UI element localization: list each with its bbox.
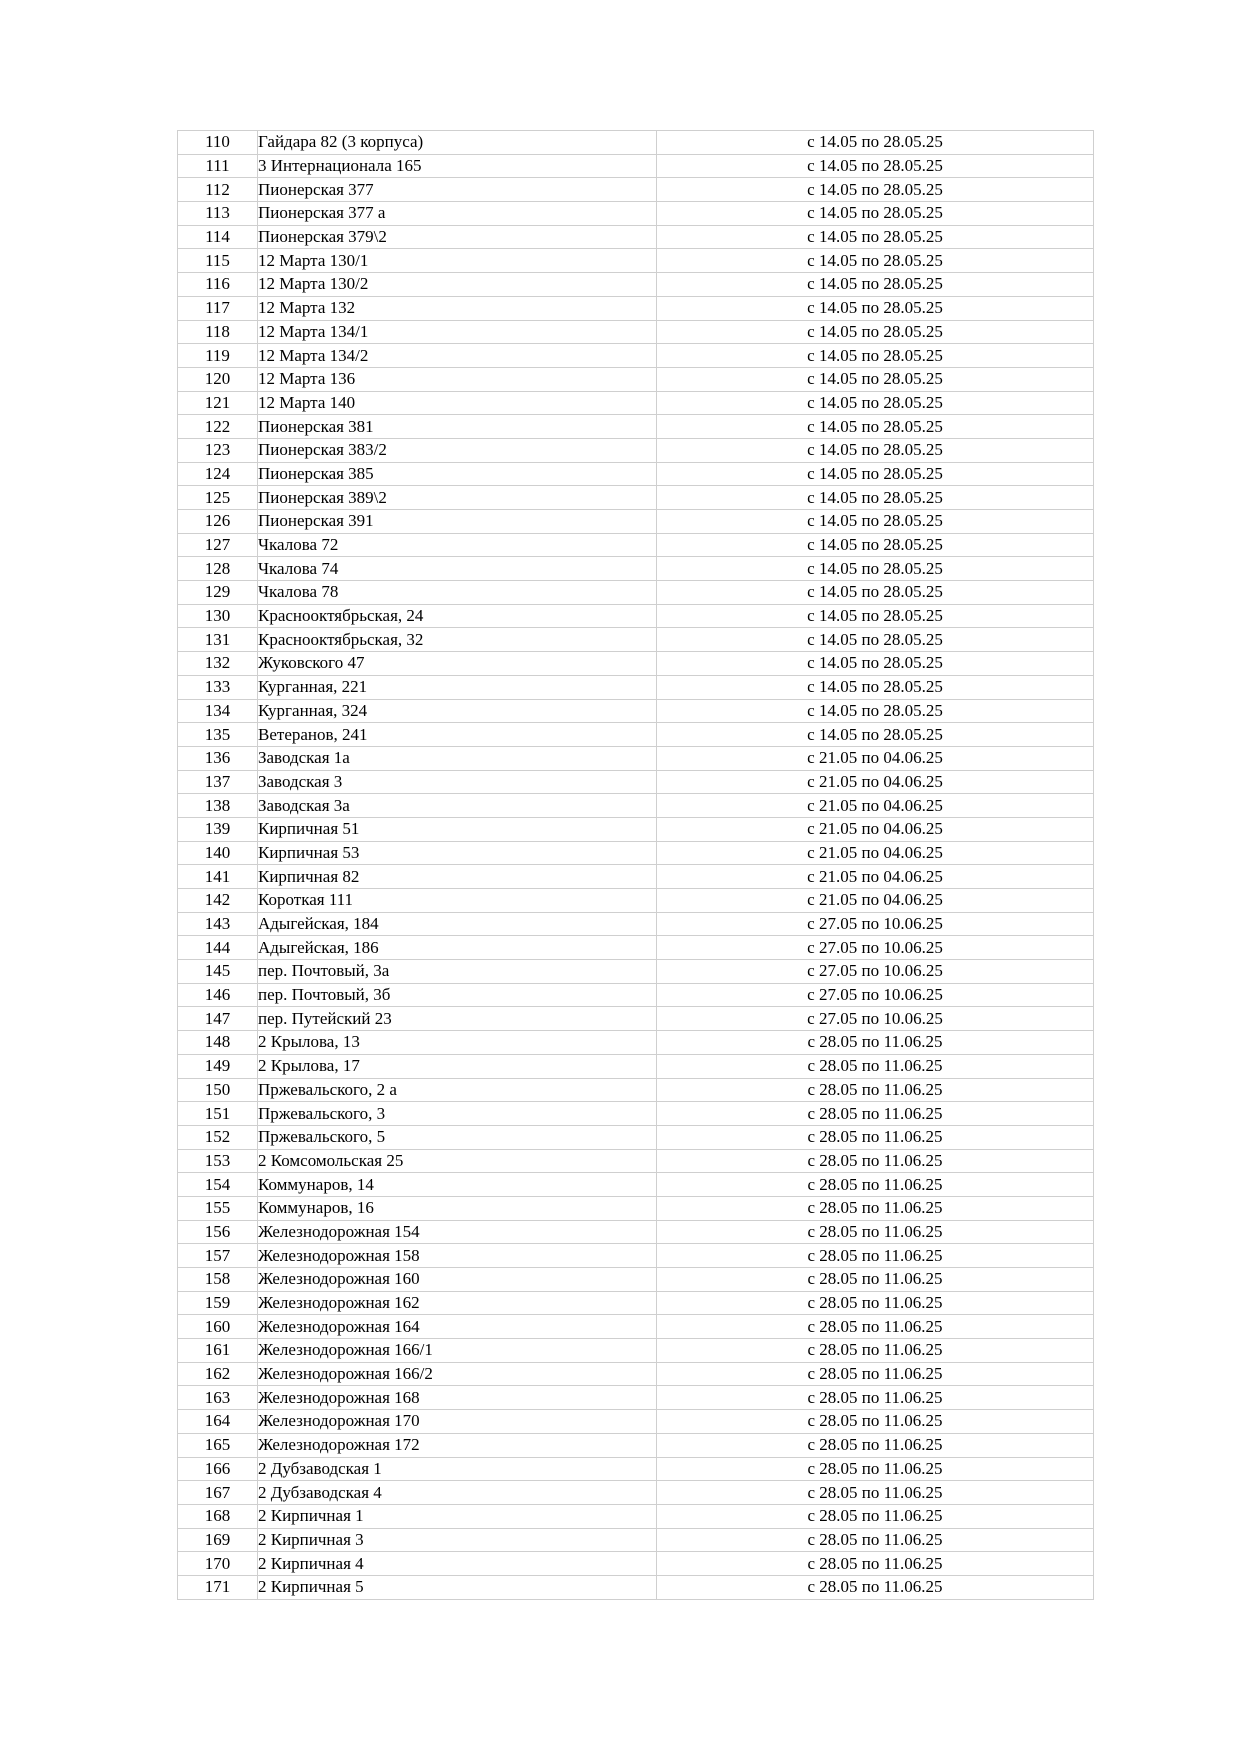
row-number-cell: 134 [178,699,258,723]
table-row [178,936,1094,960]
period-cell: с 28.05 по 11.06.25 [657,1031,1094,1055]
table-row [178,1552,1094,1576]
period-cell: с 14.05 по 28.05.25 [657,581,1094,605]
table-row [178,154,1094,178]
address-cell: Адыгейская, 186 [258,936,657,960]
address-cell: 2 Кирпичная 4 [258,1552,657,1576]
address-cell: Коммунаров, 16 [258,1196,657,1220]
address-cell: Железнодорожная 166/1 [258,1339,657,1363]
row-number-cell: 153 [178,1149,258,1173]
table-row [178,889,1094,913]
address-cell: пер. Почтовый, 3б [258,983,657,1007]
period-cell: с 28.05 по 11.06.25 [657,1504,1094,1528]
period-cell: с 28.05 по 11.06.25 [657,1196,1094,1220]
row-number-cell: 166 [178,1457,258,1481]
address-cell: 3 Интернационала 165 [258,154,657,178]
period-cell: с 28.05 по 11.06.25 [657,1125,1094,1149]
row-number-cell: 156 [178,1220,258,1244]
row-number-cell: 147 [178,1007,258,1031]
period-cell: с 14.05 по 28.05.25 [657,462,1094,486]
address-cell: Курганная, 324 [258,699,657,723]
period-cell: с 28.05 по 11.06.25 [657,1575,1094,1599]
row-number-cell: 123 [178,438,258,462]
period-cell: с 14.05 по 28.05.25 [657,367,1094,391]
address-cell: Кирпичная 82 [258,865,657,889]
row-number-cell: 122 [178,415,258,439]
period-cell: с 28.05 по 11.06.25 [657,1410,1094,1434]
address-cell: Железнодорожная 164 [258,1315,657,1339]
address-cell: Железнодорожная 168 [258,1386,657,1410]
period-cell: с 14.05 по 28.05.25 [657,154,1094,178]
table-row [178,1481,1094,1505]
row-number-cell: 170 [178,1552,258,1576]
table-row [178,225,1094,249]
row-number-cell: 157 [178,1244,258,1268]
table-row [178,1528,1094,1552]
row-number-cell: 112 [178,178,258,202]
address-cell: Железнодорожная 162 [258,1291,657,1315]
table-row [178,1433,1094,1457]
table-row [178,557,1094,581]
period-cell: с 28.05 по 11.06.25 [657,1291,1094,1315]
table-row [178,675,1094,699]
row-number-cell: 152 [178,1125,258,1149]
row-number-cell: 121 [178,391,258,415]
period-cell: с 14.05 по 28.05.25 [657,249,1094,273]
row-number-cell: 164 [178,1410,258,1434]
table-row [178,1078,1094,1102]
row-number-cell: 127 [178,533,258,557]
table-row [178,652,1094,676]
table-row [178,1054,1094,1078]
row-number-cell: 125 [178,486,258,510]
table-row [178,1291,1094,1315]
table-row [178,462,1094,486]
address-cell: Железнодорожная 158 [258,1244,657,1268]
period-cell: с 28.05 по 11.06.25 [657,1102,1094,1126]
address-cell: Чкалова 72 [258,533,657,557]
table-row [178,367,1094,391]
row-number-cell: 171 [178,1575,258,1599]
schedule-table [177,130,1094,1600]
address-cell: 2 Крылова, 17 [258,1054,657,1078]
table-row [178,1362,1094,1386]
row-number-cell: 114 [178,225,258,249]
period-cell: с 28.05 по 11.06.25 [657,1481,1094,1505]
address-cell: Железнодорожная 172 [258,1433,657,1457]
period-cell: с 14.05 по 28.05.25 [657,699,1094,723]
period-cell: с 28.05 по 11.06.25 [657,1552,1094,1576]
address-cell: 12 Марта 136 [258,367,657,391]
period-cell: с 21.05 по 04.06.25 [657,770,1094,794]
table-row [178,1031,1094,1055]
address-cell: Жуковского 47 [258,652,657,676]
address-cell: 2 Кирпичная 3 [258,1528,657,1552]
address-cell: Заводская 1а [258,746,657,770]
table-row [178,178,1094,202]
period-cell: с 14.05 по 28.05.25 [657,415,1094,439]
address-cell: Адыгейская, 184 [258,912,657,936]
address-cell: Ветеранов, 241 [258,723,657,747]
row-number-cell: 120 [178,367,258,391]
period-cell: с 21.05 по 04.06.25 [657,817,1094,841]
period-cell: с 28.05 по 11.06.25 [657,1339,1094,1363]
table-row [178,794,1094,818]
row-number-cell: 146 [178,983,258,1007]
schedule-table-body [178,131,1094,1600]
address-cell: Пржевальского, 3 [258,1102,657,1126]
row-number-cell: 132 [178,652,258,676]
table-row [178,983,1094,1007]
period-cell: с 28.05 по 11.06.25 [657,1528,1094,1552]
address-cell: Железнодорожная 166/2 [258,1362,657,1386]
row-number-cell: 130 [178,604,258,628]
period-cell: с 14.05 по 28.05.25 [657,510,1094,534]
period-cell: с 14.05 по 28.05.25 [657,131,1094,155]
row-number-cell: 119 [178,344,258,368]
row-number-cell: 163 [178,1386,258,1410]
address-cell: Кирпичная 51 [258,817,657,841]
table-row [178,581,1094,605]
address-cell: Пионерская 377 [258,178,657,202]
table-row [178,438,1094,462]
table-row [178,1504,1094,1528]
period-cell: с 14.05 по 28.05.25 [657,202,1094,226]
table-row [178,841,1094,865]
row-number-cell: 135 [178,723,258,747]
address-cell: Пионерская 377 а [258,202,657,226]
table-row [178,1339,1094,1363]
period-cell: с 21.05 по 04.06.25 [657,746,1094,770]
period-cell: с 28.05 по 11.06.25 [657,1149,1094,1173]
table-row [178,131,1094,155]
address-cell: 2 Крылова, 13 [258,1031,657,1055]
row-number-cell: 159 [178,1291,258,1315]
row-number-cell: 126 [178,510,258,534]
row-number-cell: 149 [178,1054,258,1078]
address-cell: 12 Марта 134/1 [258,320,657,344]
address-cell: Пионерская 379\2 [258,225,657,249]
period-cell: с 21.05 по 04.06.25 [657,889,1094,913]
table-row [178,486,1094,510]
table-row [178,1102,1094,1126]
address-cell: 12 Марта 140 [258,391,657,415]
row-number-cell: 111 [178,154,258,178]
address-cell: Пржевальского, 2 а [258,1078,657,1102]
address-cell: Заводская 3 [258,770,657,794]
row-number-cell: 138 [178,794,258,818]
address-cell: Чкалова 78 [258,581,657,605]
address-cell: 2 Дубзаводская 4 [258,1481,657,1505]
period-cell: с 14.05 по 28.05.25 [657,391,1094,415]
address-cell: Пржевальского, 5 [258,1125,657,1149]
table-row [178,865,1094,889]
row-number-cell: 143 [178,912,258,936]
address-cell: 2 Дубзаводская 1 [258,1457,657,1481]
table-row [178,1196,1094,1220]
address-cell: Пионерская 383/2 [258,438,657,462]
period-cell: с 14.05 по 28.05.25 [657,557,1094,581]
row-number-cell: 148 [178,1031,258,1055]
period-cell: с 28.05 по 11.06.25 [657,1054,1094,1078]
period-cell: с 14.05 по 28.05.25 [657,178,1094,202]
row-number-cell: 141 [178,865,258,889]
table-row [178,533,1094,557]
address-cell: Чкалова 74 [258,557,657,581]
period-cell: с 27.05 по 10.06.25 [657,936,1094,960]
period-cell: с 14.05 по 28.05.25 [657,320,1094,344]
row-number-cell: 145 [178,960,258,984]
period-cell: с 14.05 по 28.05.25 [657,273,1094,297]
row-number-cell: 140 [178,841,258,865]
table-row [178,391,1094,415]
address-cell: 12 Марта 134/2 [258,344,657,368]
table-row [178,628,1094,652]
row-number-cell: 110 [178,131,258,155]
row-number-cell: 133 [178,675,258,699]
address-cell: 2 Кирпичная 5 [258,1575,657,1599]
row-number-cell: 139 [178,817,258,841]
table-row [178,1457,1094,1481]
period-cell: с 14.05 по 28.05.25 [657,533,1094,557]
table-row [178,960,1094,984]
table-row [178,1173,1094,1197]
row-number-cell: 150 [178,1078,258,1102]
row-number-cell: 128 [178,557,258,581]
address-cell: Кирпичная 53 [258,841,657,865]
period-cell: с 28.05 по 11.06.25 [657,1268,1094,1292]
period-cell: с 28.05 по 11.06.25 [657,1173,1094,1197]
table-row [178,1125,1094,1149]
table-row [178,273,1094,297]
address-cell: 2 Комсомольская 25 [258,1149,657,1173]
address-cell: Пионерская 381 [258,415,657,439]
period-cell: с 14.05 по 28.05.25 [657,225,1094,249]
table-row [178,1149,1094,1173]
row-number-cell: 161 [178,1339,258,1363]
period-cell: с 14.05 по 28.05.25 [657,652,1094,676]
row-number-cell: 142 [178,889,258,913]
address-cell: Железнодорожная 170 [258,1410,657,1434]
period-cell: с 14.05 по 28.05.25 [657,675,1094,699]
row-number-cell: 144 [178,936,258,960]
period-cell: с 28.05 по 11.06.25 [657,1078,1094,1102]
address-cell: Пионерская 389\2 [258,486,657,510]
row-number-cell: 154 [178,1173,258,1197]
period-cell: с 14.05 по 28.05.25 [657,438,1094,462]
table-row [178,510,1094,534]
table-row [178,699,1094,723]
row-number-cell: 118 [178,320,258,344]
period-cell: с 28.05 по 11.06.25 [657,1315,1094,1339]
row-number-cell: 151 [178,1102,258,1126]
table-row [178,320,1094,344]
table-row [178,202,1094,226]
address-cell: 12 Марта 130/2 [258,273,657,297]
address-cell: Пионерская 391 [258,510,657,534]
period-cell: с 28.05 по 11.06.25 [657,1457,1094,1481]
row-number-cell: 160 [178,1315,258,1339]
table-row [178,817,1094,841]
address-cell: пер. Почтовый, 3а [258,960,657,984]
row-number-cell: 117 [178,296,258,320]
address-cell: Короткая 111 [258,889,657,913]
row-number-cell: 124 [178,462,258,486]
row-number-cell: 168 [178,1504,258,1528]
table-row [178,1268,1094,1292]
table-row [178,249,1094,273]
address-cell: Краснооктябрьская, 32 [258,628,657,652]
row-number-cell: 113 [178,202,258,226]
address-cell: Краснооктябрьская, 24 [258,604,657,628]
row-number-cell: 136 [178,746,258,770]
table-row [178,1315,1094,1339]
period-cell: с 14.05 по 28.05.25 [657,344,1094,368]
period-cell: с 27.05 по 10.06.25 [657,1007,1094,1031]
row-number-cell: 169 [178,1528,258,1552]
address-cell: Пионерская 385 [258,462,657,486]
table-row [178,746,1094,770]
row-number-cell: 116 [178,273,258,297]
row-number-cell: 158 [178,1268,258,1292]
period-cell: с 21.05 по 04.06.25 [657,841,1094,865]
row-number-cell: 167 [178,1481,258,1505]
period-cell: с 14.05 по 28.05.25 [657,604,1094,628]
period-cell: с 28.05 по 11.06.25 [657,1220,1094,1244]
table-row [178,1244,1094,1268]
table-row [178,770,1094,794]
address-cell: Коммунаров, 14 [258,1173,657,1197]
period-cell: с 21.05 по 04.06.25 [657,865,1094,889]
address-cell: пер. Путейский 23 [258,1007,657,1031]
address-cell: 2 Кирпичная 1 [258,1504,657,1528]
address-cell: 12 Марта 130/1 [258,249,657,273]
row-number-cell: 115 [178,249,258,273]
row-number-cell: 155 [178,1196,258,1220]
address-cell: Железнодорожная 160 [258,1268,657,1292]
period-cell: с 14.05 по 28.05.25 [657,628,1094,652]
row-number-cell: 129 [178,581,258,605]
table-row [178,1386,1094,1410]
table-row [178,296,1094,320]
table-row [178,1007,1094,1031]
period-cell: с 21.05 по 04.06.25 [657,794,1094,818]
table-row [178,344,1094,368]
table-row [178,1410,1094,1434]
table-row [178,912,1094,936]
address-cell: Гайдара 82 (3 корпуса) [258,131,657,155]
table-row [178,1220,1094,1244]
period-cell: с 27.05 по 10.06.25 [657,983,1094,1007]
period-cell: с 14.05 по 28.05.25 [657,486,1094,510]
table-row [178,415,1094,439]
row-number-cell: 165 [178,1433,258,1457]
table-row [178,1575,1094,1599]
period-cell: с 14.05 по 28.05.25 [657,723,1094,747]
row-number-cell: 137 [178,770,258,794]
table-row [178,723,1094,747]
period-cell: с 28.05 по 11.06.25 [657,1386,1094,1410]
table-row [178,604,1094,628]
period-cell: с 28.05 по 11.06.25 [657,1362,1094,1386]
address-cell: Курганная, 221 [258,675,657,699]
period-cell: с 14.05 по 28.05.25 [657,296,1094,320]
period-cell: с 27.05 по 10.06.25 [657,912,1094,936]
address-cell: Заводская 3а [258,794,657,818]
row-number-cell: 162 [178,1362,258,1386]
row-number-cell: 131 [178,628,258,652]
period-cell: с 28.05 по 11.06.25 [657,1244,1094,1268]
period-cell: с 27.05 по 10.06.25 [657,960,1094,984]
period-cell: с 28.05 по 11.06.25 [657,1433,1094,1457]
address-cell: Железнодорожная 154 [258,1220,657,1244]
address-cell: 12 Марта 132 [258,296,657,320]
